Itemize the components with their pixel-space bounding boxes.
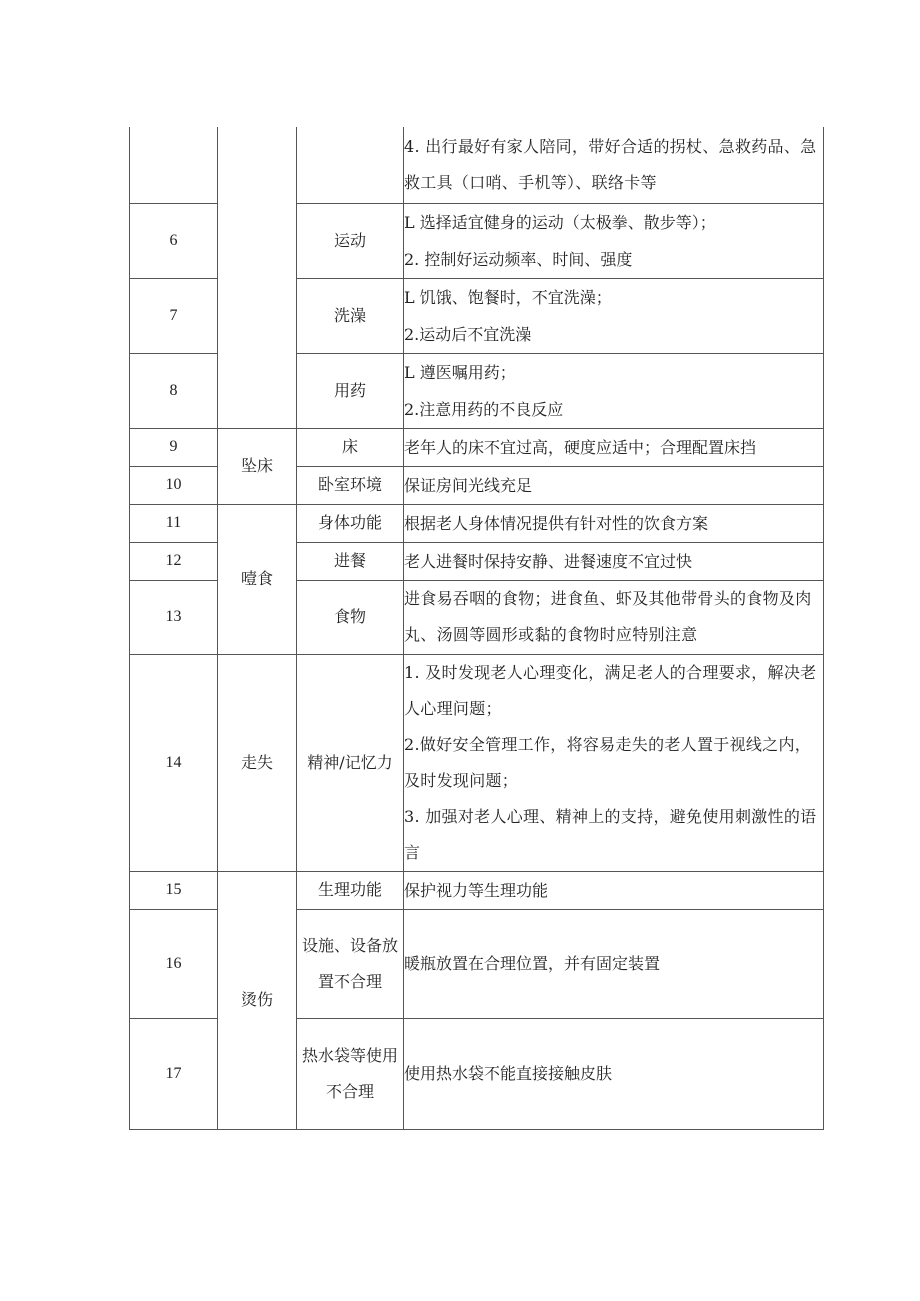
row-description (404, 580, 824, 654)
category-cell (218, 127, 297, 428)
description-line: 2. 控制好运动频率、时间、强度 (404, 249, 633, 269)
row-number: 15 (130, 871, 218, 909)
row-item: 卧室环境 (297, 466, 404, 504)
category-cell: 噎食 (218, 504, 297, 654)
description-line: 1. 及时发现老人心理变化，满足老人的合理要求，解决老人心理问题； (404, 662, 817, 718)
category-cell: 坠床 (218, 428, 297, 504)
row-number: 7 (130, 278, 218, 353)
description-line: 保证房间光线充足 (404, 475, 533, 495)
row-number: 8 (130, 353, 218, 428)
row-item: 设施、设备放置不合理 (297, 909, 404, 1018)
description-line: 老年人的床不宜过高，硬度应适中；合理配置床挡 (404, 437, 757, 457)
row-number: 13 (130, 580, 218, 654)
table-row (130, 428, 824, 466)
row-item (297, 127, 404, 203)
row-number: 11 (130, 504, 218, 542)
description-line: 4. 出行最好有家人陪同，带好合适的拐杖、急救药品、急救工具（口哨、手机等）、联络卡等 (404, 136, 817, 192)
row-number: 10 (130, 466, 218, 504)
description-line: 进食易吞咽的食物；进食鱼、虾及其他带骨头的食物及肉丸、汤圆等圆形或黏的食物时应特别注意 (404, 589, 812, 644)
description-line: 根据老人身体情况提供有针对性的饮食方案 (404, 513, 709, 533)
row-item: 进餐 (297, 542, 404, 580)
row-item: 精神/记忆力 (297, 654, 404, 871)
description-line: 2.注意用药的不良反应 (404, 399, 564, 419)
row-item: 床 (297, 428, 404, 466)
row-description (404, 203, 824, 278)
row-number (130, 127, 218, 203)
row-description (404, 353, 824, 428)
row-description (404, 654, 824, 871)
row-number: 14 (130, 654, 218, 871)
row-item: 身体功能 (297, 504, 404, 542)
row-item: 热水袋等使用不合理 (297, 1018, 404, 1129)
row-number: 6 (130, 203, 218, 278)
description-line: 3. 加强对老人心理、精神上的支持，避免使用刺激性的语言 (404, 806, 817, 862)
description-line: 使用热水袋不能直接接触皮肤 (404, 1064, 613, 1083)
row-description (404, 466, 824, 504)
table-row (130, 871, 824, 909)
row-number: 12 (130, 542, 218, 580)
row-item: 洗澡 (297, 278, 404, 353)
row-description (404, 127, 824, 203)
row-description (404, 542, 824, 580)
row-description (404, 504, 824, 542)
row-item: 用药 (297, 353, 404, 428)
category-cell: 走失 (218, 654, 297, 871)
description-line: L 饥饿、饱餐时，不宜洗澡； (404, 287, 612, 307)
description-line: L 选择适宜健身的运动（太极拳、散步等）； (404, 212, 716, 232)
description-line: 2.做好安全管理工作，将容易走失的老人置于视线之内，及时发现问题； (404, 734, 812, 790)
description-line: 暖瓶放置在合理位置，并有固定装置 (404, 954, 661, 973)
row-number: 17 (130, 1018, 218, 1129)
row-description (404, 428, 824, 466)
row-description (404, 1018, 824, 1129)
row-item: 食物 (297, 580, 404, 654)
table-row (130, 127, 824, 203)
row-number: 9 (130, 428, 218, 466)
description-line: 2.运动后不宜洗澡 (404, 324, 532, 344)
row-description (404, 278, 824, 353)
table-row (130, 654, 824, 871)
category-cell: 烫伤 (218, 871, 297, 1129)
row-item: 运动 (297, 203, 404, 278)
row-item: 生理功能 (297, 871, 404, 909)
description-line: 老人进餐时保持安静、进餐速度不宜过快 (404, 551, 693, 571)
row-number: 16 (130, 909, 218, 1018)
table-row (130, 504, 824, 542)
row-description (404, 871, 824, 909)
description-line: L 遵医嘱用药； (404, 362, 516, 382)
description-line: 保护视力等生理功能 (404, 880, 549, 900)
row-description (404, 909, 824, 1018)
safety-measures-table (129, 127, 824, 1130)
